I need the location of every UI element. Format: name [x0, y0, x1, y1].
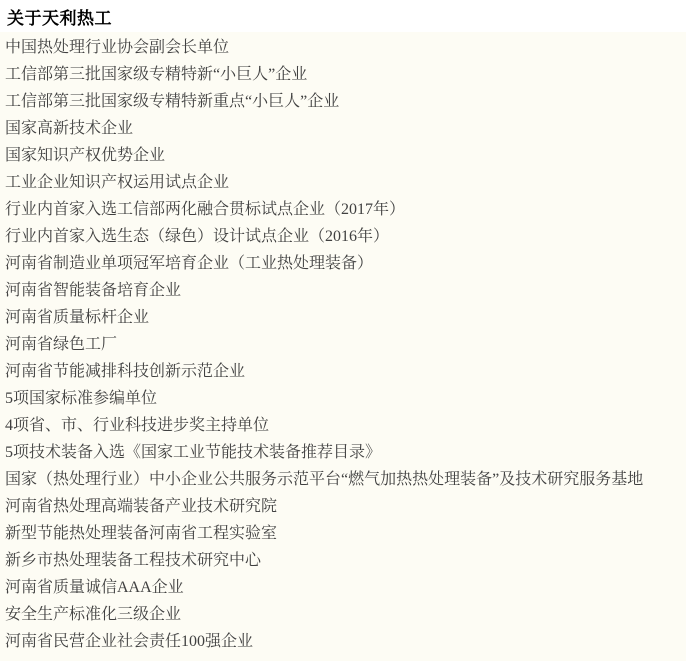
honor-list-item: 5项国家标准参编单位	[5, 390, 158, 407]
honor-list-item: 5项技术装备入选《国家工业节能技术装备推荐目录》	[5, 444, 382, 461]
honor-list-item: 河南省质量诚信AAA企业	[5, 579, 184, 596]
honor-list-item: 河南省节能减排科技创新示范企业	[5, 363, 246, 380]
honor-list-item: 河南省民营企业社会责任100强企业	[5, 633, 254, 650]
honor-list-item: 国家（热处理行业）中小企业公共服务示范平台“燃气加热热处理装备”及技术研究服务基地	[5, 471, 644, 488]
honor-list-item: 工信部第三批国家级专精特新“小巨人”企业	[5, 66, 308, 83]
honor-list-item: 中国热处理行业协会副会长单位	[5, 39, 230, 56]
honor-list-item: 新乡市热处理装备工程技术研究中心	[5, 552, 262, 569]
honor-list-item: 工业企业知识产权运用试点企业	[5, 174, 230, 191]
honor-list-item: 国家知识产权优势企业	[5, 147, 166, 164]
honor-list-item: 行业内首家入选生态（绿色）设计试点企业（2016年）	[5, 228, 390, 245]
honor-list-item: 河南省智能装备培育企业	[5, 282, 182, 299]
honor-list	[0, 32, 686, 661]
honor-list-item: 河南省热处理高端装备产业技术研究院	[5, 498, 278, 515]
honor-list-item: 工信部第三批国家级专精特新重点“小巨人”企业	[5, 93, 340, 110]
honor-list-item: 4项省、市、行业科技进步奖主持单位	[5, 417, 270, 434]
honor-list-item: 国家高新技术企业	[5, 120, 134, 137]
page-title: 关于天利热工	[7, 9, 112, 28]
honor-list-item: 河南省制造业单项冠军培育企业（工业热处理装备）	[5, 255, 374, 272]
section-header	[0, 0, 686, 32]
honor-list-item: 河南省质量标杆企业	[5, 309, 150, 326]
honor-list-item: 安全生产标准化三级企业	[5, 606, 182, 623]
honor-list-item: 河南省绿色工厂	[5, 336, 118, 353]
honor-list-item: 新型节能热处理装备河南省工程实验室	[5, 525, 278, 542]
honor-list-item: 行业内首家入选工信部两化融合贯标试点企业（2017年）	[5, 201, 406, 218]
